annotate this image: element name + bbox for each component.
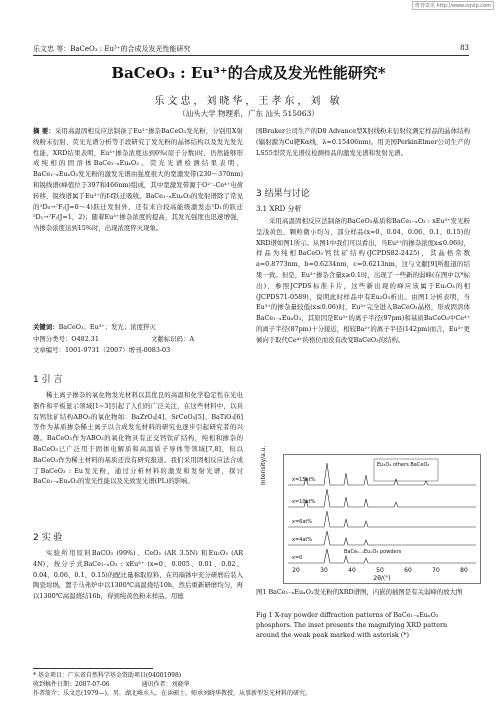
x-tick-30: 30 bbox=[320, 567, 328, 574]
article-no-label: 文章编号： bbox=[33, 346, 65, 354]
section-2-text: 实验所用原料BaCO₃ (99%)、CeO₂ (AR 3.5N) 和Eu₂O₃ (AR 4N)，按分子式BaCe₁₋ₓO₃ : xEu³⁺ (x=0、0.005、0.01、0.02、0.04、0.06、0.1、0.15)的配比量称取原料，在玛瑙钵中充分研磨后装入陶瓷坩埚，置于马弗炉中以1300℃高温烧结10h，然后重新研磨均匀，再以1300℃高温烧结16h，得到纯黄色粉末样品。用德 bbox=[33, 549, 243, 601]
section-1-title: 1 引 言 bbox=[33, 375, 63, 385]
doc-code: A bbox=[189, 335, 194, 343]
section-3-title: 3 结果与讨论 bbox=[256, 189, 310, 199]
xrd-pattern-x10 bbox=[288, 489, 476, 507]
keywords-label: 关键词： bbox=[33, 323, 59, 331]
footnote-fund: * 基金项目：广东省自然科学基金资助项目(04001998) bbox=[33, 672, 182, 679]
footnote-contact: 通讯作者：刘晓华 bbox=[141, 681, 190, 688]
x-tick-40: 40 bbox=[348, 567, 356, 574]
abstract-block bbox=[33, 126, 243, 234]
keywords: BaCeO₃；Eu³⁺；发光；浓度猝灭 bbox=[58, 323, 156, 331]
xrd-pattern-x4 bbox=[288, 531, 476, 545]
panel-label-x0: x=0 bbox=[292, 555, 303, 561]
footnote-author: 作者简介：乐文忠(1979—)，男，湖北峰水人，在读硕士，师承刘晓华教授，从事新型发光材料的研究。 bbox=[33, 690, 311, 697]
figure-caption-en: Fig 1 X-ray powder diffraction patterns of BaCe₁₋ₓEuₓO₃ phosphors. The inset presents the magnifying XRD pattern around the weak peak marked with asterisk (*) bbox=[256, 611, 448, 639]
figure-y-label: Intensity/a.u. bbox=[260, 445, 267, 485]
xrd-pattern-x6 bbox=[288, 511, 476, 527]
doc-code-label: 文献标识码： bbox=[151, 335, 190, 343]
keywords-line bbox=[33, 322, 243, 333]
panel-label-x15: x=15at% bbox=[292, 477, 316, 483]
x-tick-60: 60 bbox=[404, 567, 412, 574]
article-number-line bbox=[33, 345, 243, 356]
paper-title: BaCeO₃ : Eu³⁺的合成及发光性能研究* bbox=[111, 64, 386, 82]
xrd-figure bbox=[283, 454, 481, 584]
watermark: 维普资讯 http://www.cqvip.com bbox=[412, 1, 494, 10]
x-tick-20: 20 bbox=[292, 567, 300, 574]
panel-label-powders: BaCe₁₋ₓEuₓO₃ powders bbox=[344, 549, 402, 555]
x-axis-label: 2θ/(°) bbox=[373, 575, 391, 582]
clc-label: 中图分类号： bbox=[33, 335, 72, 343]
x-tick-80: 80 bbox=[460, 567, 468, 574]
x-tick-50: 50 bbox=[376, 567, 384, 574]
inset-label: Eu₂O₃ others BaCeO₃ bbox=[377, 462, 430, 468]
abstract-text: 采用高温固相反应法制备了Eu³⁺掺杂BaCeO₃发光粉，分别用X射线粉末衍射、荧光光谱分析等手段研究了发光粉的晶体结构以及发光发光性能，XRD结果表明，Eu³⁺掺杂浓度达到6%(原子分数)时，仍然能够形成纯相的固溶体BaCe₁₋ₓEuₓO₃。荧光光谱检测结果表明，BaCe₁₋ₓEuₓO₃发光粉的激发光谱由强度很大的宽激发带(230～370nm)和锐线谱(峰值位于397和466nm)组成，其中宽激发带源于O²⁻-Ce⁴⁺电荷转移，锐线谱属于Eu³⁺的f-f跃迁吸收。BaCe₁₋ₓEuₓO₃的发射谱除了常见的⁵D₀→⁷Fⱼ(J=0～4)跃迁发射外，还有来自较高能级激发态⁵D₁的跃迁⁵D₁→⁷Fⱼ(J=1，2)；随着Eu³⁺掺杂浓度的提高，其发光强度也迅速增强，当掺杂浓度达到15%时，出现浓度猝灭现象。 bbox=[33, 127, 243, 233]
affiliation: （汕头大学 物理系，广东 汕头 515063） bbox=[178, 109, 319, 118]
xrd-plot bbox=[284, 455, 480, 583]
footnote-rule bbox=[33, 668, 153, 669]
abstract-label: 摘 要： bbox=[33, 127, 55, 135]
section-3-1-text: 采用高温固相反应法制备的BaCeO₃基质和BaCe₁₋ₓO₃ : xEu³⁺发光粉呈浅黄色，颗粒微小均匀，部分样品(x=0、0.04、0.06、0.1、0.15)的XRD谱如图1所示。从图1中我们可以看出，当Eu³⁺的掺杂浓度x≤0.06时，样品为纯相BaCeO₃钙钛矿结构(JCPDS82-2425)，其晶格常数a=0.8773nm，b=0.6234nm，c=0.6213nm，这与文献[9]所报道的结果一致。但是，Eu³⁺掺杂含量x≥0.1时，出现了一些新的弱峰(在图中以*标出)，参照JCPDS标准卡片，这些新出现的峰应该属于Eu₂O₃的相(JCPDS71-0589)，说明此时样品中有Eu₂O₃析出。由图1分析表明，当Eu³⁺的掺杂量较低(x≤0.06)时，Eu³⁺完全进入BaCeO₃晶格，形成固溶体BaCe₁₋ₓEuₓO₃，其原因是Eu³⁺的离子半径(97pm)和基质BaCeO₃中Ce⁴⁺的离子半径(87pm)十分接近，相较Ba²⁺的离子半径(142pm)而言，Eu³⁺更倾向于取代Ce⁴⁺的格位而没有改变BaCeO₃的结构。 bbox=[256, 217, 470, 344]
running-header: 乐文忠 等：BaCeO₃ : Eu³⁺的合成及发光性能研究 bbox=[33, 45, 191, 53]
x-tick-70: 70 bbox=[432, 567, 440, 574]
panel-label-x6: x=6at% bbox=[292, 519, 313, 525]
footnote-dates bbox=[33, 681, 473, 689]
article-no: 1001-9731（2007）增刊-0083-03 bbox=[64, 346, 171, 354]
panel-label-x10: x=10at% bbox=[292, 499, 316, 505]
figure-caption-cn: 图1 BaCe₁₋ₓEuₓO₃发光粉的XRD谱图，内嵌的插图是有关弱峰的放大图 bbox=[256, 588, 463, 596]
experiment-continued: 国Bruker公司生产的D8 Advance型X射线粉末衍射仪测定样品的晶体结构(辐射源为Cu靶Kα线，λ=0.15406nm)。用美国PerkinElmer公司生产的LS55型荧光光谱仪检测样品的激发光谱和发射光谱。 bbox=[256, 127, 470, 157]
section-2-title: 2 实 验 bbox=[33, 533, 63, 543]
page-number: 83 bbox=[460, 44, 469, 52]
section-1-text: 稀土离子掺杂的氧化物发光材料以其优良的高温和化学稳定性在光电器件和平板显示领域[1~3]引起了人们的广泛关注，在这些材料中，以具有钙钛矿结构ABO₃的氧化物如：BaZrO₃[4]、SrCeO₃[5]、BaTiO₃[6]等作为基质掺杂稀土离子以合成发光材料的研究也逐步引起研究者的兴趣。BaCeO₃作为ABO₃的氧化物具有正交钙钛矿结构，纯相和掺杂的BaCeO₃已广泛用于固体电解质和高温质子导体等领域[7,8]，但以BaCeO₃作为稀土材料的基质还没有研究报道。我们采用固相反应法合成了BaCeO₃ : Eu发光粉，通过分析材料的激发和发射光谱，探讨BaCe₁₋ₓEuₓO₃的发光性能以及光致发光谱(PL)的影响。 bbox=[33, 391, 243, 486]
section-3-1-title: 3.1 XRD 分析 bbox=[256, 205, 302, 213]
classification-line bbox=[33, 334, 243, 345]
panel-label-x4: x=4at% bbox=[292, 537, 313, 543]
clc: O482.31 bbox=[71, 335, 99, 343]
authors: 乐文忠，刘晓华，王孝东，刘 敏 bbox=[154, 96, 343, 107]
footnote-received: 收到稿件日期：2007-07-06 bbox=[33, 681, 110, 688]
header-rule bbox=[33, 55, 469, 56]
